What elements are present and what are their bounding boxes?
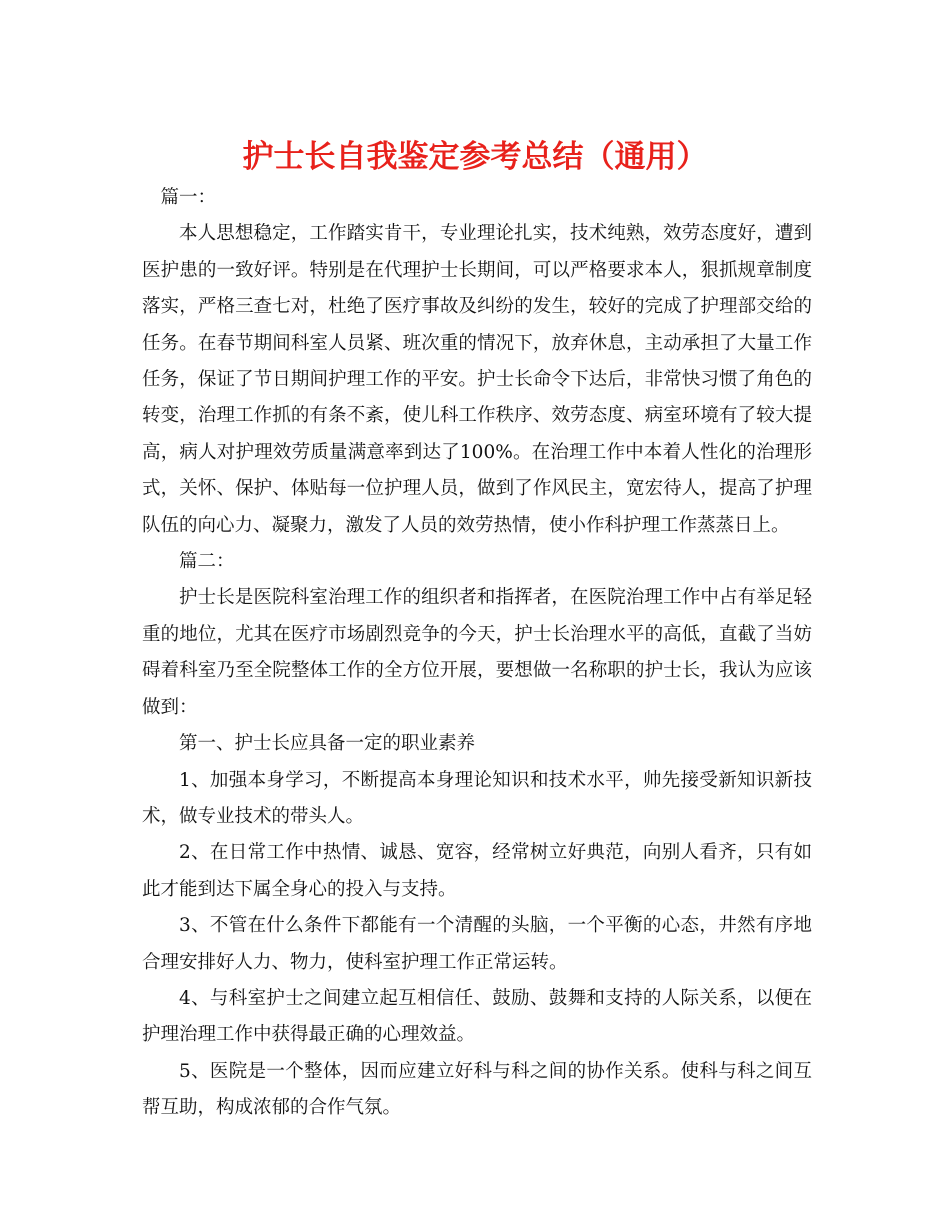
list-item: 1、加强本身学习，不断提高本身理论知识和技术水平，帅先接受新知识新技术，做专业技术的带头人。: [142, 769, 812, 827]
section-label-part-two: 篇二：: [179, 551, 235, 573]
list-item: 5、医院是一个整体，因而应建立好科与科之间的协作关系。使科与科之间互帮互助，构成浓郁的合作气氛。: [142, 1060, 812, 1119]
section-label-part-one: 篇一：: [160, 187, 217, 208]
list-item: 4、与科室护士之间建立起互相信任、鼓励、鼓舞和支持的人际关系，以便在护理治理工作中获得最正确的心理效益。: [142, 987, 812, 1046]
paragraph: 护士长是医院科室治理工作的组织者和指挥者，在医院治理工作中占有举足轻重的地位，尤其在医疗市场剧烈竞争的今天，护士长治理水平的高低，直截了当妨碍着科室乃至全院整体工作的全方位开展，要想做一名称职的护士长，我认为应该做到：: [142, 587, 812, 718]
document-title: 护士长自我鉴定参考总结（通用）: [242, 139, 708, 175]
paragraph: 本人思想稳定，工作踏实肯干，专业理论扎实，技术纯熟，效劳态度好，遭到医护患的一致好评。特别是在代理护士长期间，可以严格要求本人，狠抓规章制度落实，严格三查七对，杜绝了医疗事故及纠纷的发生，较好的完成了护理部交给的任务。在春节期间科室人员紧、班次重的情况下，放弃休息，主动承担了大量工作任务，保证了节日期间护理工作的平安。护士长命令下达后，非常快习惯了角色的转变，治理工作抓的有条不紊，使儿科工作秩序、效劳态度、病室环境有了较大提高，病人对护理效劳质量满意率到达了100%。在治理工作中本着人性化的治理形式，关怀、保护、体贴每一位护理人员，做到了作风民主，宽宏待人，提高了护理队伍的向心力、凝聚力，激发了人员的效劳热情，使小作科护理工作蒸蒸日上。: [142, 223, 812, 536]
list-item: 2、在日常工作中热情、诚恳、宽容，经常树立好典范，向别人看齐，只有如此才能到达下属全身心的投入与支持。: [142, 842, 812, 900]
document-body: [142, 180, 812, 1127]
list-item: 3、不管在什么条件下都能有一个清醒的头脑，一个平衡的心态，井然有序地合理安排好人力、物力，使科室护理工作正常运转。: [142, 915, 812, 973]
subheading: 第一、护士长应具备一定的职业素养: [179, 733, 476, 755]
